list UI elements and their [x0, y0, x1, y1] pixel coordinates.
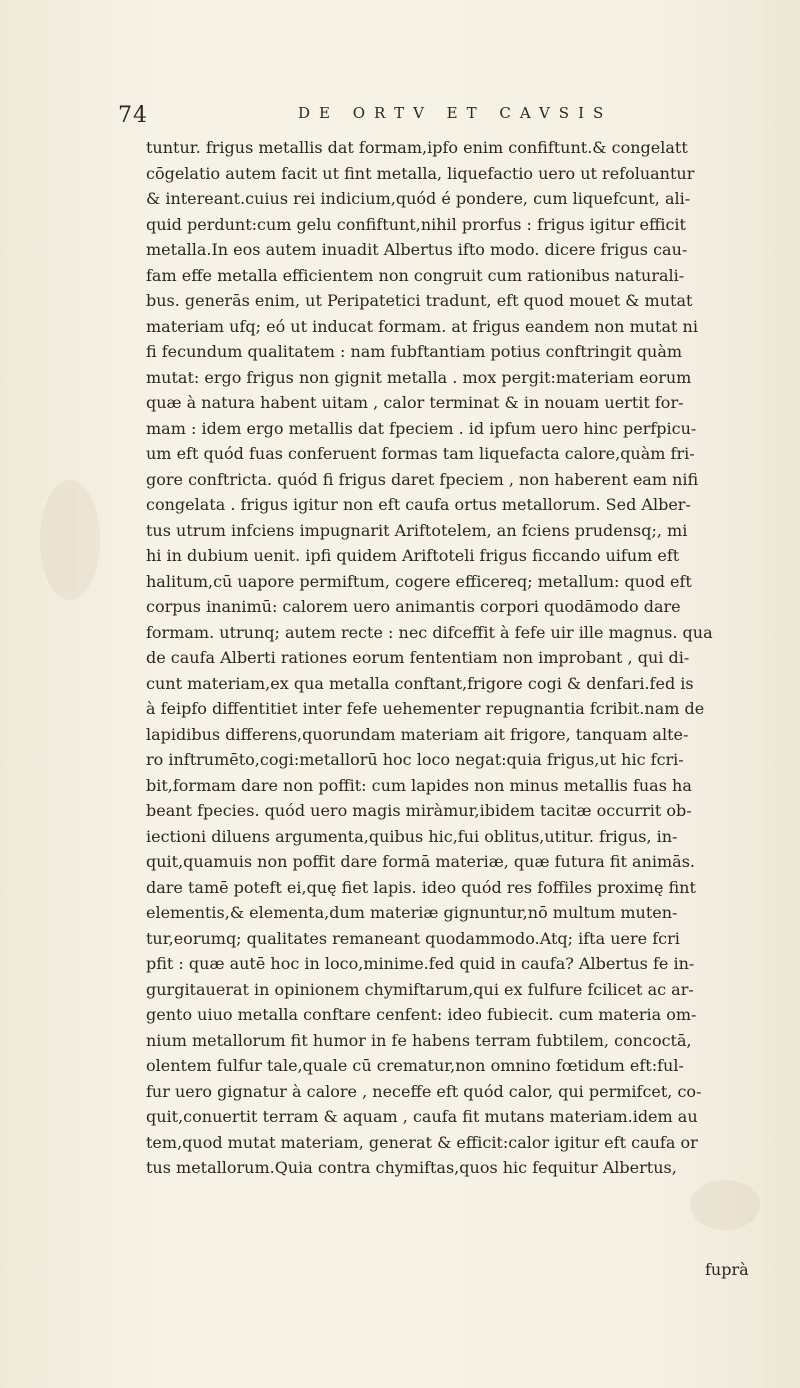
- text-line: tus utrum infciens impugnarit Ariftotelem, an fciens prudensq;, mi: [146, 520, 688, 540]
- text-line: cunt materiam,ex qua metalla conftant,frigore cogi & denfari.fed is: [146, 673, 694, 693]
- body-text: [146, 135, 796, 1181]
- text-line: ro inftrumēto,cogi:metallorū hoc loco negat:quia frigus,ut hic fcri-: [146, 750, 684, 769]
- text-line: & intereant.cuius rei indicium,quód é pondere, cum liquefcunt, ali-: [146, 189, 691, 208]
- text-line: halitum,cū uapore permiftum, cogere efficereq; metallum: quod eft: [146, 571, 692, 591]
- text-line: gore conftricta. quód fi frigus daret fpeciem , non haberent eam nifi: [146, 469, 699, 489]
- text-line: beant fpecies. quód uero magis miràmur,ibidem tacitæ occurrit ob-: [146, 801, 692, 820]
- text-line: de caufa Alberti rationes eorum fententiam non improbant , qui di-: [146, 648, 690, 667]
- paper-stain: [690, 1180, 760, 1230]
- text-line: congelata . frigus igitur non eft caufa ortus metallorum. Sed Alber-: [146, 495, 691, 514]
- page-header: [118, 103, 740, 131]
- text-line: tur,eorumq; qualitates remaneant quodammodo.Atq; ifta uere fcri: [146, 928, 680, 948]
- text-line: quit,conuertit terram & aquam , caufa fit mutans materiam.idem au: [146, 1107, 698, 1126]
- text-line: tem,quod mutat materiam, generat & efficit:calor igitur eft caufa or: [146, 1132, 698, 1152]
- text-line: elementis,& elementa,dum materiæ gignuntur,nō multum muten-: [146, 903, 678, 922]
- catchword: fuprà: [705, 1260, 749, 1279]
- text-line: tuntur. frigus metallis dat formam,ipfo enim confiftunt.& congelatt: [146, 138, 688, 157]
- text-line: à feipfo diffentitiet inter fefe uehementer repugnantia fcribit.nam de: [146, 699, 705, 718]
- text-line: formam. utrunq; autem recte : nec difceffit à fefe uir ille magnus. qua: [146, 622, 713, 642]
- text-line: fam effe metalla efficientem non congruit cum rationibus naturali-: [146, 265, 685, 285]
- text-line: nium metallorum fit humor in fe habens terram fubtilem, concoctā,: [146, 1030, 692, 1050]
- text-line: lapidibus differens,quorundam materiam ait frigore, tanquam alte-: [146, 724, 689, 744]
- text-line: fi fecundum qualitatem : nam fubftantiam potius conftringit quàm: [146, 342, 683, 361]
- text-line: bit,formam dare non poffit: cum lapides non minus metallis fuas ha: [146, 775, 692, 795]
- text-line: mam : idem ergo metallis dat fpeciem . id ipfum uero hinc perfpicu-: [146, 418, 697, 438]
- text-line: um eft quód fuas conferuent formas tam liquefacta calore,quàm fri-: [146, 444, 695, 463]
- text-line: materiam ufq; eó ut inducat formam. at frigus eandem non mutat ni: [146, 316, 698, 336]
- running-head: DE ORTV ET CAVSIS: [298, 104, 613, 122]
- paper-stain: [40, 480, 100, 600]
- text-line: cōgelatio autem facit ut fint metalla, liquefactio uero ut refoluantur: [146, 163, 695, 183]
- text-line: hi in dubium uenit. ipfi quidem Ariftoteli frigus ficcando uifum eft: [146, 546, 680, 565]
- text-line: mutat: ergo frigus non gignit metalla . mox pergit:materiam eorum: [146, 367, 692, 387]
- text-line: gurgitauerat in opinionem chymiftarum,qui ex fulfure fcilicet ac ar-: [146, 979, 694, 999]
- text-line: quid perdunt:cum gelu confiftunt,nihil prorfus : frigus igitur efficit: [146, 214, 686, 234]
- text-line: gento uiuo metalla conftare cenfent: ideo fubiecit. cum materia om-: [146, 1005, 697, 1024]
- text-line: olentem fulfur tale,quale cū crematur,non omnino fœtidum eft:ful-: [146, 1056, 684, 1075]
- text-line: corpus inanimū: calorem uero animantis corpori quodāmodo dare: [146, 597, 681, 616]
- page-number: 74: [118, 103, 148, 128]
- text-line: iectioni diluens argumenta,quibus hic,fui oblitus,utitur. frigus, in-: [146, 826, 678, 846]
- text-line: fur uero gignatur à calore , neceffe eft quód calor, qui permifcet, co-: [146, 1081, 702, 1101]
- text-line: bus. generās enim, ut Peripatetici tradunt, eft quod mouet & mutat: [146, 291, 693, 310]
- text-line: pfit : quæ autē hoc in loco,minime.fed quid in caufa? Albertus fe in-: [146, 954, 695, 973]
- text-line: metalla.In eos autem inuadit Albertus ifto modo. dicere frigus cau-: [146, 240, 688, 259]
- text-line: dare tamē poteft ei,quę fiet lapis. ideo quód res foffiles proximę fint: [146, 877, 696, 897]
- text-line: quit,quamuis non poffit dare formā materiæ, quæ futura fit animās.: [146, 852, 695, 871]
- text-line: tus metallorum.Quia contra chymiftas,quos hic fequitur Albertus,: [146, 1158, 677, 1177]
- text-line: quæ à natura habent uitam , calor terminat & in nouam uertit for-: [146, 393, 684, 412]
